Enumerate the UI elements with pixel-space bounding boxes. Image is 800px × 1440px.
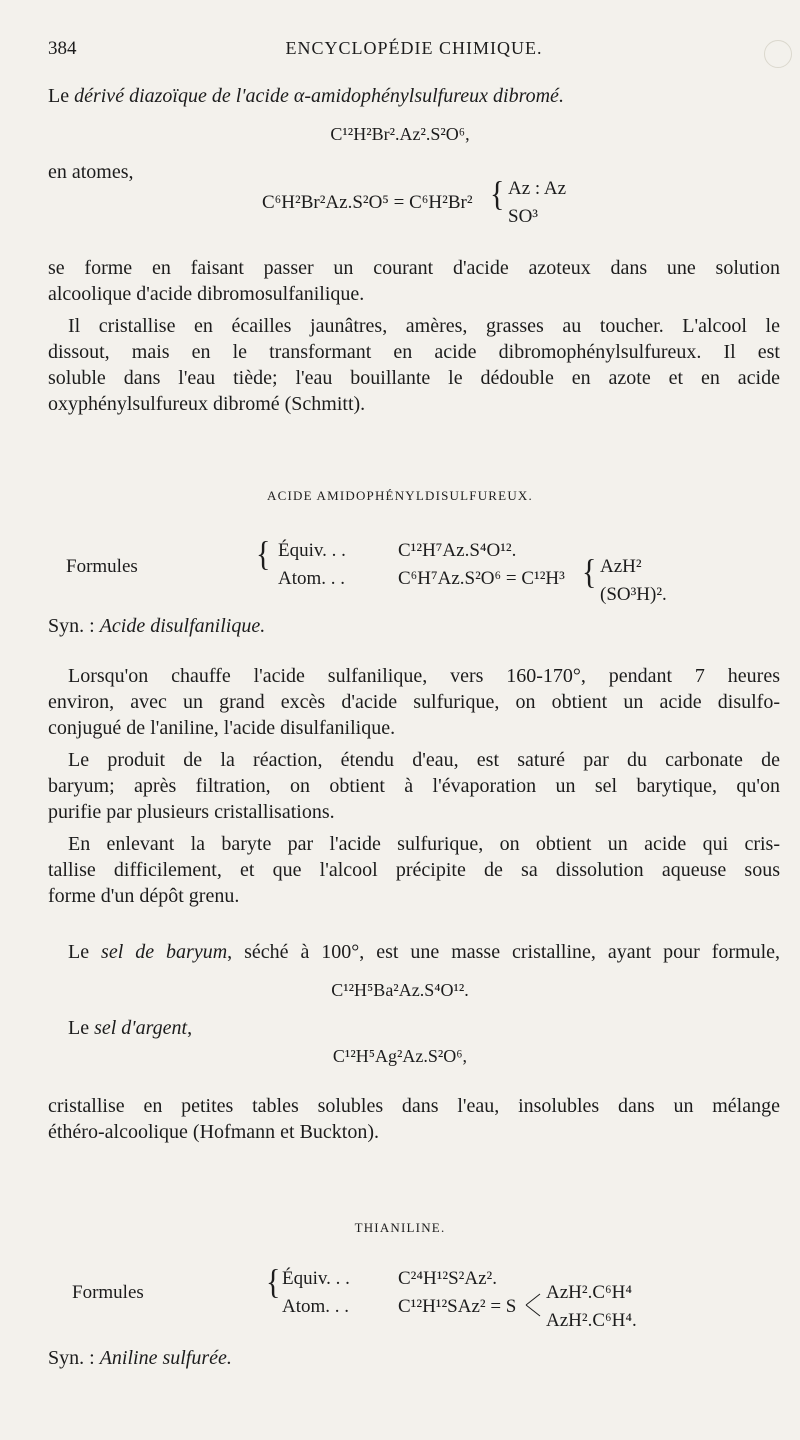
section2-equiv-formula: C¹²H⁷Az.S⁴O¹². — [398, 540, 517, 561]
section2-p2-line1: Le produit de la réaction, étendu d'eau, est saturé par du carbonate de — [68, 749, 780, 771]
section2-p1-line2: environ, avec un grand excès d'acide sulfurique, on obtient un acide disulfo- — [48, 691, 780, 713]
page-number: 384 — [48, 38, 77, 59]
section1-p2-line2: dissout, mais en le transformant en acide dibromophénylsulfureux. Il est — [48, 341, 780, 363]
section2-synonym: Syn. : Acide disulfanilique. — [48, 615, 266, 637]
section2-p5-line2: éthéro-alcoolique (Hofmann et Buckton). — [48, 1121, 379, 1143]
section3-equiv-label: Équiv. . . — [282, 1268, 350, 1289]
brace-left: { — [266, 1263, 281, 1302]
section2-p3-line2: tallise difficilement, et que l'alcool précipite de sa dissolution aqueuse sous — [48, 859, 780, 881]
section2-equiv-label: Équiv. . . — [278, 540, 346, 561]
section2-p2-line3: purifie par plusieurs cristallisations. — [48, 801, 335, 823]
section2-formules-label: Formules — [66, 556, 138, 577]
section2-silver-formula: C¹²H⁵Ag²Az.S²O⁶, — [332, 1046, 468, 1066]
brace-left: { — [256, 535, 271, 574]
library-stamp-mark — [764, 40, 792, 68]
section3-equiv-formula: C²⁴H¹²S²Az². — [398, 1268, 497, 1289]
section3-heading: THIANILINE. — [354, 1220, 446, 1235]
section2-p1-line1: Lorsqu'on chauffe l'acide sulfanilique, vers 160-170°, pendant 7 heures — [68, 665, 780, 687]
section3-atom-top: AzH².C⁶H⁴ — [546, 1282, 632, 1303]
section2-p2-line2: baryum; après filtration, on obtient à l'évaporation un sel barytique, qu'on — [48, 775, 780, 797]
section1-title: Le dérivé diazoïque de l'acide α-amidophénylsulfureux dibromé. — [48, 85, 564, 107]
section2-atom-bottom: (SO³H)². — [600, 584, 667, 605]
section1-formula: C¹²H²Br².Az².S²O⁶, — [330, 124, 470, 144]
section3-formules-label: Formules — [72, 1282, 144, 1303]
bond-fork — [524, 1290, 542, 1320]
section2-atom-formula: C⁶H⁷Az.S²O⁶ = C¹²H³ — [398, 568, 565, 589]
section2-barium-formula: C¹²H⁵Ba²Az.S⁴O¹². — [331, 980, 469, 1000]
section3-atom-bottom: AzH².C⁶H⁴. — [546, 1310, 637, 1331]
section2-p4: Le sel de baryum, séché à 100°, est une masse cristalline, ayant pour formule, — [68, 941, 780, 963]
section1-p2-line3: soluble dans l'eau tiède; l'eau bouillante le dédouble en azote et en acide — [48, 367, 780, 389]
section1-atom-formula: C⁶H²Br²Az.S²O⁵ = C⁶H²Br² — [262, 192, 473, 213]
section2-p5-line1: cristallise en petites tables solubles dans l'eau, insolubles dans un mélange — [48, 1095, 780, 1117]
section3-atom-formula: C¹²H¹²SAz² = S — [398, 1296, 517, 1317]
brace-left: { — [582, 553, 597, 592]
section1-atom-top: Az : Az — [508, 178, 567, 199]
brace-left: { — [490, 175, 505, 214]
section2-silver-label: Le sel d'argent, — [68, 1017, 193, 1039]
section3-synonym: Syn. : Aniline sulfurée. — [48, 1347, 232, 1369]
section1-p2-line1: Il cristallise en écailles jaunâtres, amères, grasses au toucher. L'alcool le — [68, 315, 780, 337]
section2-heading: ACIDE AMIDOPHÉNYLDISULFUREUX. — [267, 488, 533, 503]
section1-p2-line4: oxyphénylsulfureux dibromé (Schmitt). — [48, 393, 366, 415]
section2-p3-line1: En enlevant la baryte par l'acide sulfurique, on obtient un acide qui cris- — [68, 833, 780, 855]
section2-p1-line3: conjugué de l'aniline, l'acide disulfanilique. — [48, 717, 396, 739]
page-header — [48, 38, 780, 64]
section1-p1-line2: alcoolique d'acide dibromosulfanilique. — [48, 283, 365, 305]
section3-atom-label: Atom. . . — [282, 1296, 350, 1317]
section1-in-atoms: en atomes, — [48, 161, 134, 183]
section1-p1-line1: se forme en faisant passer un courant d'acide azoteux dans une solution — [48, 257, 780, 279]
section2-atom-top: AzH² — [600, 556, 642, 577]
section1-atom-bottom: SO³ — [508, 206, 538, 227]
section2-atom-label: Atom. . . — [278, 568, 346, 589]
running-title: ENCYCLOPÉDIE CHIMIQUE. — [285, 38, 543, 58]
section2-p3-line3: forme d'un dépôt grenu. — [48, 885, 240, 907]
